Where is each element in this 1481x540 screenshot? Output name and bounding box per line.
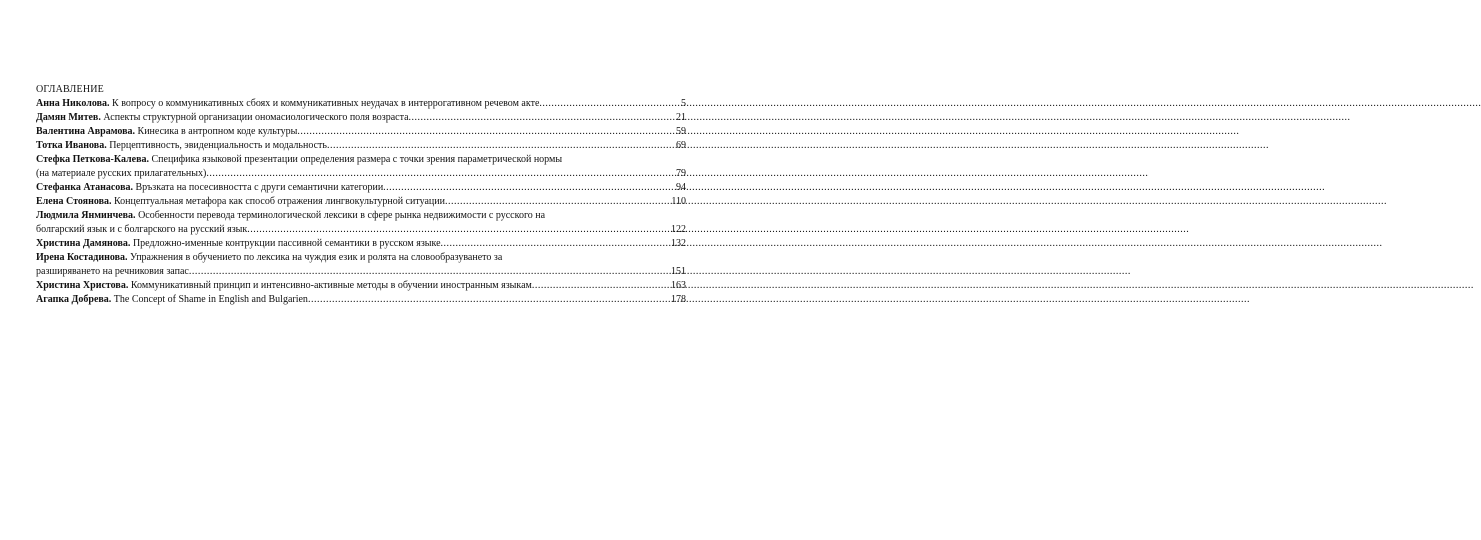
- toc-entry-author: Стефанка Атанасова.: [36, 182, 133, 193]
- toc-entry-page: 110: [671, 196, 686, 207]
- toc-entry-line: [36, 279, 686, 293]
- toc-entry-page: 79: [676, 168, 686, 179]
- toc-entry-page: 178: [671, 294, 686, 305]
- toc-entry-title: Кинесика в антропном коде культуры: [135, 126, 298, 137]
- dot-leader: [297, 125, 675, 139]
- toc-entry-author: Агапка Добрева.: [36, 294, 112, 305]
- toc-entry: [36, 251, 686, 279]
- toc-entry: [36, 195, 686, 209]
- toc-entry-title: Особенности перевода терминологической лексики в сфере рынка недвижимости с русского на: [135, 210, 546, 221]
- toc-entry-line: [36, 139, 686, 153]
- toc-entry-line: [36, 153, 686, 167]
- toc-entry-page: 69: [676, 140, 686, 151]
- toc-entry-author: Валентина Аврамова.: [36, 126, 136, 137]
- dot-leader: [445, 195, 670, 209]
- toc-entry-title-continuation: (на материале русских прилагательных): [36, 168, 207, 179]
- toc-entry-title: Връзката на посесивността с други семантични категории: [132, 182, 384, 193]
- toc-entry-author: Стефка Петкова-Калева.: [36, 154, 149, 165]
- toc-entry-page: 94: [676, 182, 686, 193]
- toc-entry-title: Упражнения в обучението по лексика на чуждия език и ролята на словообразуването за: [127, 252, 503, 263]
- toc-entry-line: [36, 251, 686, 265]
- toc-entry: [36, 293, 686, 307]
- toc-entry-title: Предложно-именные контрукции пассивной семантики в русском языке: [130, 238, 441, 249]
- dot-leader: [409, 111, 675, 125]
- toc-entry-title: Концептуальная метафора как способ отражения лингвокультурной ситуации: [111, 196, 445, 207]
- dot-leader: [539, 97, 680, 111]
- toc-entry-line: [36, 265, 686, 279]
- toc-entry-line: [36, 125, 686, 139]
- toc-entry-title: К вопросу о коммуникативных сбоях и коммуникативных неудачах в интеррогативном речевом акте: [109, 98, 540, 109]
- toc-entry: [36, 279, 686, 293]
- toc-entry-line: [36, 181, 686, 195]
- toc-entry-line: [36, 237, 686, 251]
- toc-heading: ОГЛАВЛЕНИЕ: [36, 84, 104, 95]
- table-of-contents: [36, 83, 686, 307]
- toc-entry-title-continuation: болгарский язык и с болгарского на русский язык: [36, 224, 248, 235]
- toc-entry-line: [36, 167, 686, 181]
- toc-entry-page: 163: [671, 280, 686, 291]
- toc-entry-author: Тотка Иванова.: [36, 140, 107, 151]
- toc-entry-line: [36, 293, 686, 307]
- toc-entry-page: 132: [671, 238, 686, 249]
- toc-entry-author: Людмила Янминчева.: [36, 210, 136, 221]
- toc-entry-page: 21: [676, 112, 686, 123]
- toc-entry-title: Перцептивность, эвиденциальность и модальность: [106, 140, 327, 151]
- toc-entry-author: Елена Стоянова.: [36, 196, 112, 207]
- toc-entry: [36, 139, 686, 153]
- dot-leader: [441, 237, 670, 251]
- dot-leader: [308, 293, 670, 307]
- toc-entry-line: [36, 195, 686, 209]
- toc-entry: [36, 97, 686, 111]
- dot-leader: [206, 167, 675, 181]
- toc-entry: [36, 181, 686, 195]
- toc-entry-title: Аспекты структурной организации ономасиологического поля возраста: [100, 112, 409, 123]
- toc-entry: [36, 209, 686, 237]
- toc-entry-page: 151: [671, 266, 686, 277]
- toc-entry-line: [36, 209, 686, 223]
- toc-entry: [36, 125, 686, 139]
- dot-leader: [247, 223, 670, 237]
- toc-entry-line: [36, 111, 686, 125]
- toc-entry-author: Христина Христова.: [36, 280, 129, 291]
- toc-entry: [36, 237, 686, 251]
- toc-entry-page: 59: [676, 126, 686, 137]
- toc-entry-title: Специфика языковой презентации определения размера с точки зрения параметрической нормы: [149, 154, 563, 165]
- toc-entry-line: [36, 97, 686, 111]
- toc-entry-author: Дамян Митев.: [36, 112, 101, 123]
- toc-entry: [36, 153, 686, 181]
- toc-entry-title: Коммуникативный принцип и интенсивно-активные методы в обучении иностранным языкам: [128, 280, 532, 291]
- toc-entry-title: The Concept of Shame in English and Bulgarien: [111, 294, 308, 305]
- toc-entry-author: Ирена Костадинова.: [36, 252, 128, 263]
- dot-leader: [532, 279, 670, 293]
- toc-entry-line: [36, 223, 686, 237]
- dot-leader: [327, 139, 675, 153]
- dot-leader: [383, 181, 675, 195]
- toc-entry-author: Анна Николова.: [36, 98, 110, 109]
- toc-entry: [36, 111, 686, 125]
- toc-entry-title-continuation: разширяването на речниковия запас: [36, 266, 189, 277]
- toc-entry-page: 5: [681, 98, 686, 109]
- dot-leader: [189, 265, 670, 279]
- toc-entry-author: Христина Дамянова.: [36, 238, 131, 249]
- toc-entry-page: 122: [671, 224, 686, 235]
